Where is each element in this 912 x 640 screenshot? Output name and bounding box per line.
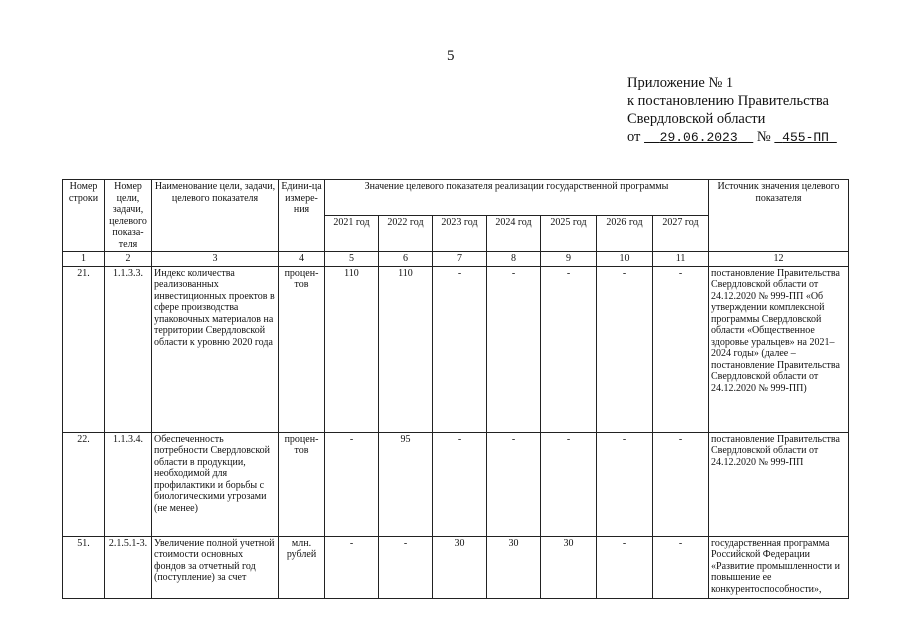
value-2021: 110 <box>325 266 379 432</box>
appendix-line-2: к постановлению Правительства <box>627 93 829 109</box>
indicator-name: Индекс количества реализованных инвестиционных проектов в сфере производства упаковочных материалов на территории Свердловской области к уровню 2020 года <box>152 266 279 432</box>
appendix-line-3: Свердловской области <box>627 111 766 127</box>
col-number: 11 <box>653 252 709 267</box>
value-2025: 30 <box>541 536 597 598</box>
header-year: 2024 год <box>487 216 541 252</box>
value-2022: 110 <box>379 266 433 432</box>
col-number: 12 <box>709 252 849 267</box>
value-2023: 30 <box>433 536 487 598</box>
value-2025: - <box>541 432 597 536</box>
table-row <box>63 536 849 598</box>
table-row <box>63 266 849 432</box>
source: постановление Правительства Свердловской области от 24.12.2020 № 999-ПП «Об утверждении комплексной программы Свердловской области «Общественное здоровье уральцев» на 2021–2024 годы» (далее – постановление Правительства Свердловской области от 24.12.2020 № 999-ПП) <box>709 266 849 432</box>
header-year: 2022 год <box>379 216 433 252</box>
value-2021: - <box>325 536 379 598</box>
header-unit: Едини-ца измере-ния <box>279 180 325 252</box>
header-values-group: Значение целевого показателя реализации государственной программы <box>325 180 709 216</box>
header-year: 2023 год <box>433 216 487 252</box>
col-number: 4 <box>279 252 325 267</box>
number-label: № <box>756 129 771 145</box>
value-2023: - <box>433 432 487 536</box>
header-year: 2026 год <box>597 216 653 252</box>
row-number: 51. <box>63 536 105 598</box>
header-row-number: Номер строки <box>63 180 105 252</box>
goal-code: 1.1.3.4. <box>105 432 152 536</box>
goal-code: 1.1.3.3. <box>105 266 152 432</box>
unit: процен-тов <box>279 266 325 432</box>
appendix-date-line <box>627 128 837 147</box>
goal-code: 2.1.5.1-3. <box>105 536 152 598</box>
row-number: 21. <box>63 266 105 432</box>
header-name: Наименование цели, задачи, целевого показателя <box>152 180 279 252</box>
value-2027: - <box>653 536 709 598</box>
page-number: 5 <box>447 48 455 64</box>
row-number: 22. <box>63 432 105 536</box>
value-2024: 30 <box>487 536 541 598</box>
value-2027: - <box>653 432 709 536</box>
value-2024: - <box>487 266 541 432</box>
value-2025: - <box>541 266 597 432</box>
header-row <box>63 180 849 216</box>
header-source: Источник значения целевого показателя <box>709 180 849 252</box>
source: постановление Правительства Свердловской области от 24.12.2020 № 999-ПП <box>709 432 849 536</box>
value-2022: 95 <box>379 432 433 536</box>
col-number: 3 <box>152 252 279 267</box>
header-year: 2021 год <box>325 216 379 252</box>
value-2026: - <box>597 432 653 536</box>
column-numbers-row <box>63 252 849 267</box>
header-year: 2025 год <box>541 216 597 252</box>
value-2024: - <box>487 432 541 536</box>
col-number: 2 <box>105 252 152 267</box>
appendix-header <box>627 74 837 147</box>
col-number: 10 <box>597 252 653 267</box>
col-number: 6 <box>379 252 433 267</box>
header-year: 2027 год <box>653 216 709 252</box>
value-2026: - <box>597 536 653 598</box>
value-2021: - <box>325 432 379 536</box>
decree-date: 29.06.2023 <box>659 130 738 145</box>
source: государственная программа Российской Федерации «Развитие промышленности и повышение ее конкурентоспособности», <box>709 536 849 598</box>
decree-number: 455-ПП <box>782 130 829 145</box>
from-label: от <box>627 129 641 145</box>
col-number: 9 <box>541 252 597 267</box>
table-row <box>63 432 849 536</box>
header-goal-number: Номер цели, задачи, целевого показа-теля <box>105 180 152 252</box>
value-2022: - <box>379 536 433 598</box>
unit: млн. рублей <box>279 536 325 598</box>
appendix-title: Приложение № 1 <box>627 75 734 91</box>
col-number: 7 <box>433 252 487 267</box>
indicators-table <box>62 179 849 599</box>
value-2026: - <box>597 266 653 432</box>
indicator-name: Обеспеченность потребности Свердловской области в продукции, необходимой для профилактики и борьбы с биологическими угрозами (не менее) <box>152 432 279 536</box>
value-2027: - <box>653 266 709 432</box>
unit: процен-тов <box>279 432 325 536</box>
col-number: 5 <box>325 252 379 267</box>
col-number: 8 <box>487 252 541 267</box>
indicator-name: Увеличение полной учетной стоимости основных фондов за отчетный год (поступление) за счет <box>152 536 279 598</box>
value-2023: - <box>433 266 487 432</box>
col-number: 1 <box>63 252 105 267</box>
